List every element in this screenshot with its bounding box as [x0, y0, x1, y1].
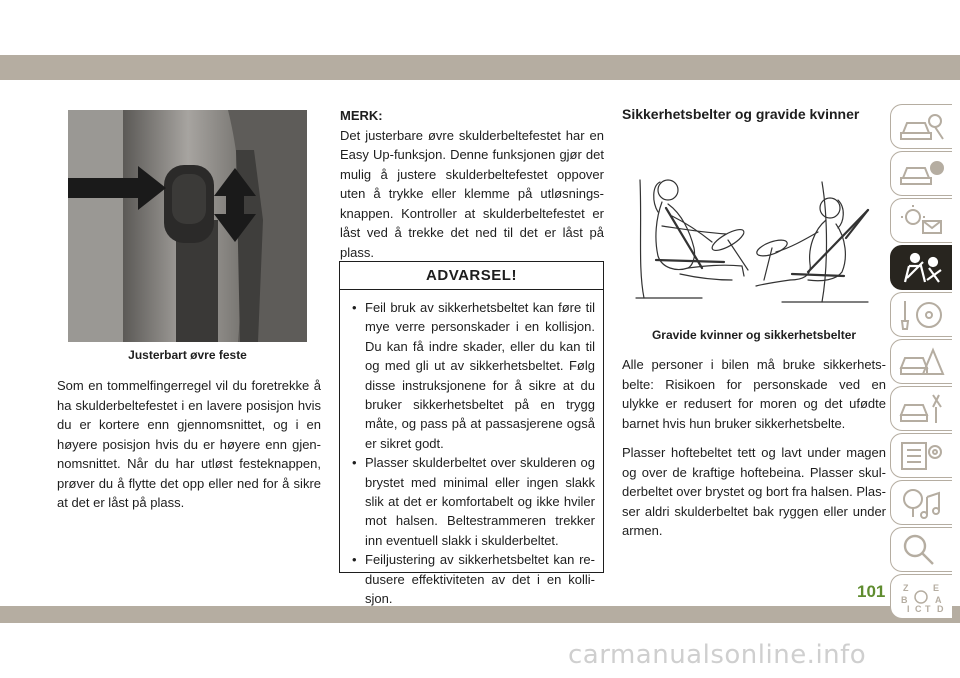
bottom-band [0, 606, 960, 623]
section-heading: Sikkerhetsbelter og gravide kvinner [622, 106, 860, 122]
multimedia-music-icon [899, 487, 945, 519]
photo-caption: Justerbart øvre feste [128, 348, 247, 362]
left-column [57, 376, 321, 513]
warning-item: • Feil bruk av sikkerhetsbeltet kan føre til mye verre personskader i en kollisjon. Du kan få indre skader, eller du kan til og med gli ut av sikkerhetsbeltet. Følg disse instruksjonene for å sikre at du bruker sikkerhetsbeltet på en trygg måte, og pass på at passasjerene også er sikret godt. [352, 300, 595, 451]
middle-column [340, 106, 604, 262]
adjustable-anchor-photo [68, 110, 307, 342]
tab-getting-to-know-vehicle[interactable] [890, 104, 952, 149]
tab-emergencies[interactable] [890, 339, 952, 384]
note-label: MERK: [340, 108, 383, 123]
warning-item: • Plasser skulderbeltet over skulderen og brystet med minimal eller ingen slakk slik at det er komfortabelt og ikke hviler mot halsen. Beltestrammeren trekker inn eventuell slakk i skulderbeltet. [352, 455, 595, 548]
chapter-tabs [890, 104, 960, 621]
svg-text:T: T [925, 604, 931, 613]
right-para-1: Alle personer i bilen må bruke sikkerhets-belte: Risikoen for personskade ved en ulykke er redusert for moren og det ufødte barnet hvis hun bruker sikkerhetsbelte. [622, 357, 886, 431]
warning-item: • Feiljustering av sikkerhetsbeltet kan re-dusere effektiviteten av det i en kolli-sjon. [352, 552, 595, 607]
specifications-gear-icon [899, 440, 945, 472]
warning-lights-message-icon [899, 205, 945, 237]
svg-text:C: C [915, 604, 922, 613]
tab-index[interactable] [890, 574, 952, 619]
svg-text:D: D [937, 604, 944, 613]
warning-box [339, 261, 604, 607]
top-band [0, 55, 960, 80]
warning-list [340, 290, 603, 609]
car-warning-triangle-icon [899, 346, 945, 378]
pregnant-women-illustration [632, 168, 878, 318]
tab-servicing[interactable] [890, 386, 952, 431]
svg-text:I: I [907, 604, 910, 613]
tab-technical-specifications[interactable] [890, 433, 952, 478]
warning-title: ADVARSEL! [340, 262, 603, 290]
note-body: Det justerbare øvre skulderbeltefestet har en Easy Up-funksjon. Denne funksjonen gjør det mulig å justere skulderbeltefestet oppover uten å trykke eller klemme på utløsnings-knappen. Kontroller at skulderbeltefestet er låst ved å trekke det ned til det er låst på plass. [340, 127, 604, 260]
left-body-text: Som en tommelfingerregel vil du foretrekke å ha skulderbeltefestet i en lavere posisjon hvis du er kortere enn gjennomsnittet, og i en høyere posisjon hvis du er høyere enn gjen-nomsnittet. Når du har utløst festeknappen, prøver du å flytte det opp eller ned for å sikre at det er låst på plass. [57, 378, 321, 510]
steering-wheel-icon [899, 299, 945, 331]
search-icon [899, 534, 945, 566]
tab-customer-assistance[interactable] [890, 527, 952, 572]
svg-text:B: B [901, 595, 908, 605]
svg-text:E: E [933, 583, 940, 593]
tab-safety[interactable] [890, 245, 952, 290]
car-tools-icon [899, 393, 945, 425]
figure-caption: Gravide kvinner og sikkerhetsbelter [651, 328, 857, 342]
car-key-icon [899, 111, 945, 143]
right-column [622, 355, 886, 541]
right-para-2: Plasser hoftebeltet tett og lavt under magen og over de kraftige hoftebeina. Plasser skul-derbeltet over brystet og bort fra halsen. Plas-ser aldri skulderbeltet bak ryggen eller under armen. [622, 445, 886, 538]
watermark-text: carmanualsonline.info [568, 640, 867, 670]
tab-multimedia[interactable] [890, 480, 952, 525]
page-number: 101 [857, 582, 886, 601]
tab-warning-lights[interactable] [890, 198, 952, 243]
tab-starting-operating[interactable] [890, 292, 952, 337]
alphabetical-index-icon [899, 581, 945, 613]
seatbelt-airbag-icon [899, 252, 945, 284]
car-info-icon [899, 158, 945, 190]
tab-instrument-panel[interactable] [890, 151, 952, 196]
svg-text:A: A [935, 595, 942, 605]
svg-text:Z: Z [903, 583, 909, 593]
